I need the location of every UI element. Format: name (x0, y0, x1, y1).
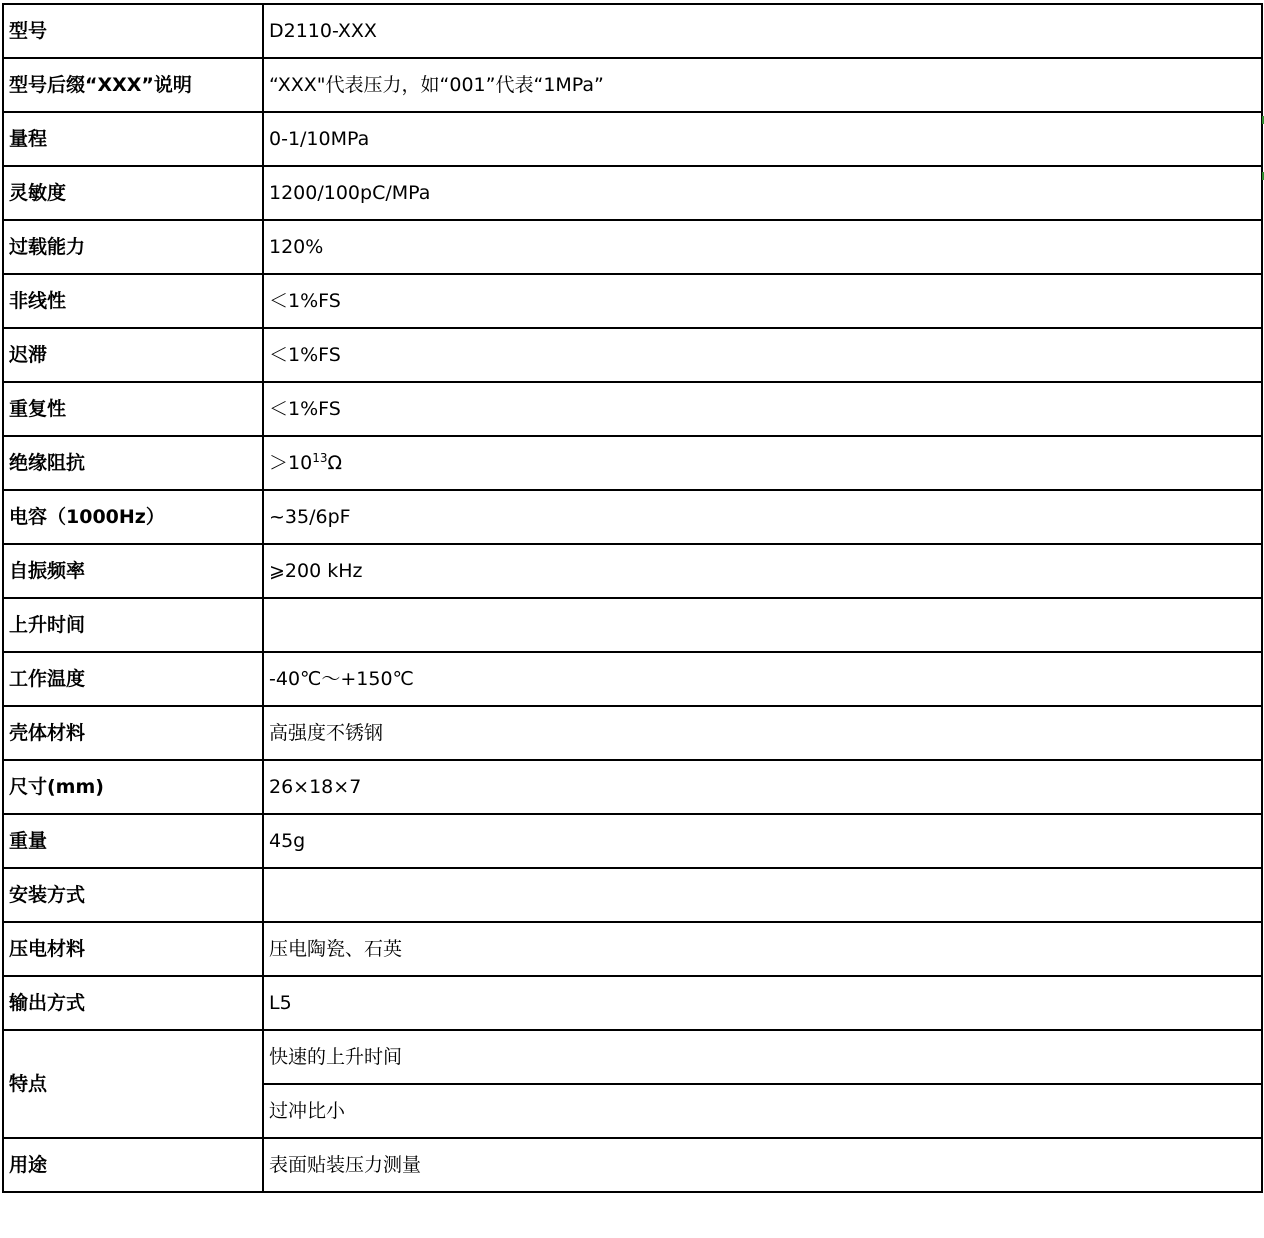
row-value-overload: 120% (263, 220, 1262, 274)
row-value-feature-1: 快速的上升时间 (263, 1030, 1262, 1084)
row-label-mounting: 安装方式 (3, 868, 263, 922)
table-row (3, 382, 1262, 436)
table-row (3, 652, 1262, 706)
spec-table (2, 3, 1263, 1193)
row-label-overload: 过载能力 (3, 220, 263, 274)
table-row (3, 1030, 1262, 1084)
row-label-resonant-frequency: 自振频率 (3, 544, 263, 598)
row-value-weight: 45g (263, 814, 1262, 868)
row-value-range: 0-1/10MPa (263, 112, 1262, 166)
row-label-nonlinearity: 非线性 (3, 274, 263, 328)
row-value-housing-material: 高强度不锈钢 (263, 706, 1262, 760)
row-label-output: 输出方式 (3, 976, 263, 1030)
row-value-rise-time (263, 598, 1262, 652)
row-label-model: 型号 (3, 4, 263, 58)
table-row (3, 814, 1262, 868)
row-label-weight: 重量 (3, 814, 263, 868)
table-row (3, 868, 1262, 922)
row-label-application: 用途 (3, 1138, 263, 1192)
insulation-prefix: ＞10 (269, 452, 313, 474)
table-row (3, 328, 1262, 382)
row-label-repeatability: 重复性 (3, 382, 263, 436)
table-row (3, 544, 1262, 598)
row-label-suffix-note: 型号后缀“XXX”说明 (3, 58, 263, 112)
row-label-insulation: 绝缘阻抗 (3, 436, 263, 490)
row-value-piezo-material: 压电陶瓷、石英 (263, 922, 1262, 976)
row-value-operating-temperature: -40℃～+150℃ (263, 652, 1262, 706)
row-value-output: L5 (263, 976, 1262, 1030)
insulation-unit: Ω (327, 452, 342, 474)
row-value-repeatability: ＜1%FS (263, 382, 1262, 436)
table-row (3, 490, 1262, 544)
row-label-features: 特点 (3, 1030, 263, 1138)
row-value-sensitivity: 1200/100pC/MPa (263, 166, 1262, 220)
row-value-feature-2: 过冲比小 (263, 1084, 1262, 1138)
row-label-housing-material: 壳体材料 (3, 706, 263, 760)
row-value-resonant-frequency: ⩾200 kHz (263, 544, 1262, 598)
row-value-dimensions: 26×18×7 (263, 760, 1262, 814)
table-row (3, 58, 1262, 112)
insulation-exponent: 13 (312, 451, 328, 465)
table-row (3, 706, 1262, 760)
row-value-model: D2110-XXX (263, 4, 1262, 58)
table-row (3, 220, 1262, 274)
table-row (3, 760, 1262, 814)
row-value-insulation (263, 436, 1262, 490)
row-label-range: 量程 (3, 112, 263, 166)
table-row (3, 598, 1262, 652)
table-row (3, 976, 1262, 1030)
row-label-hysteresis: 迟滞 (3, 328, 263, 382)
row-label-dimensions: 尺寸(mm) (3, 760, 263, 814)
row-label-piezo-material: 压电材料 (3, 922, 263, 976)
row-label-rise-time: 上升时间 (3, 598, 263, 652)
table-row (3, 274, 1262, 328)
row-value-nonlinearity: ＜1%FS (263, 274, 1262, 328)
table-row (3, 4, 1262, 58)
row-label-sensitivity: 灵敏度 (3, 166, 263, 220)
row-value-capacitance: ~35/6pF (263, 490, 1262, 544)
row-label-operating-temperature: 工作温度 (3, 652, 263, 706)
table-row (3, 436, 1262, 490)
table-row (3, 166, 1262, 220)
row-label-capacitance: 电容（1000Hz） (3, 490, 263, 544)
row-value-application: 表面贴装压力测量 (263, 1138, 1262, 1192)
row-value-suffix-note: “XXX"代表压力，如“001”代表“1MPa” (263, 58, 1262, 112)
table-row (3, 1138, 1262, 1192)
table-row (3, 112, 1262, 166)
row-value-hysteresis: ＜1%FS (263, 328, 1262, 382)
table-row (3, 922, 1262, 976)
row-value-mounting (263, 868, 1262, 922)
